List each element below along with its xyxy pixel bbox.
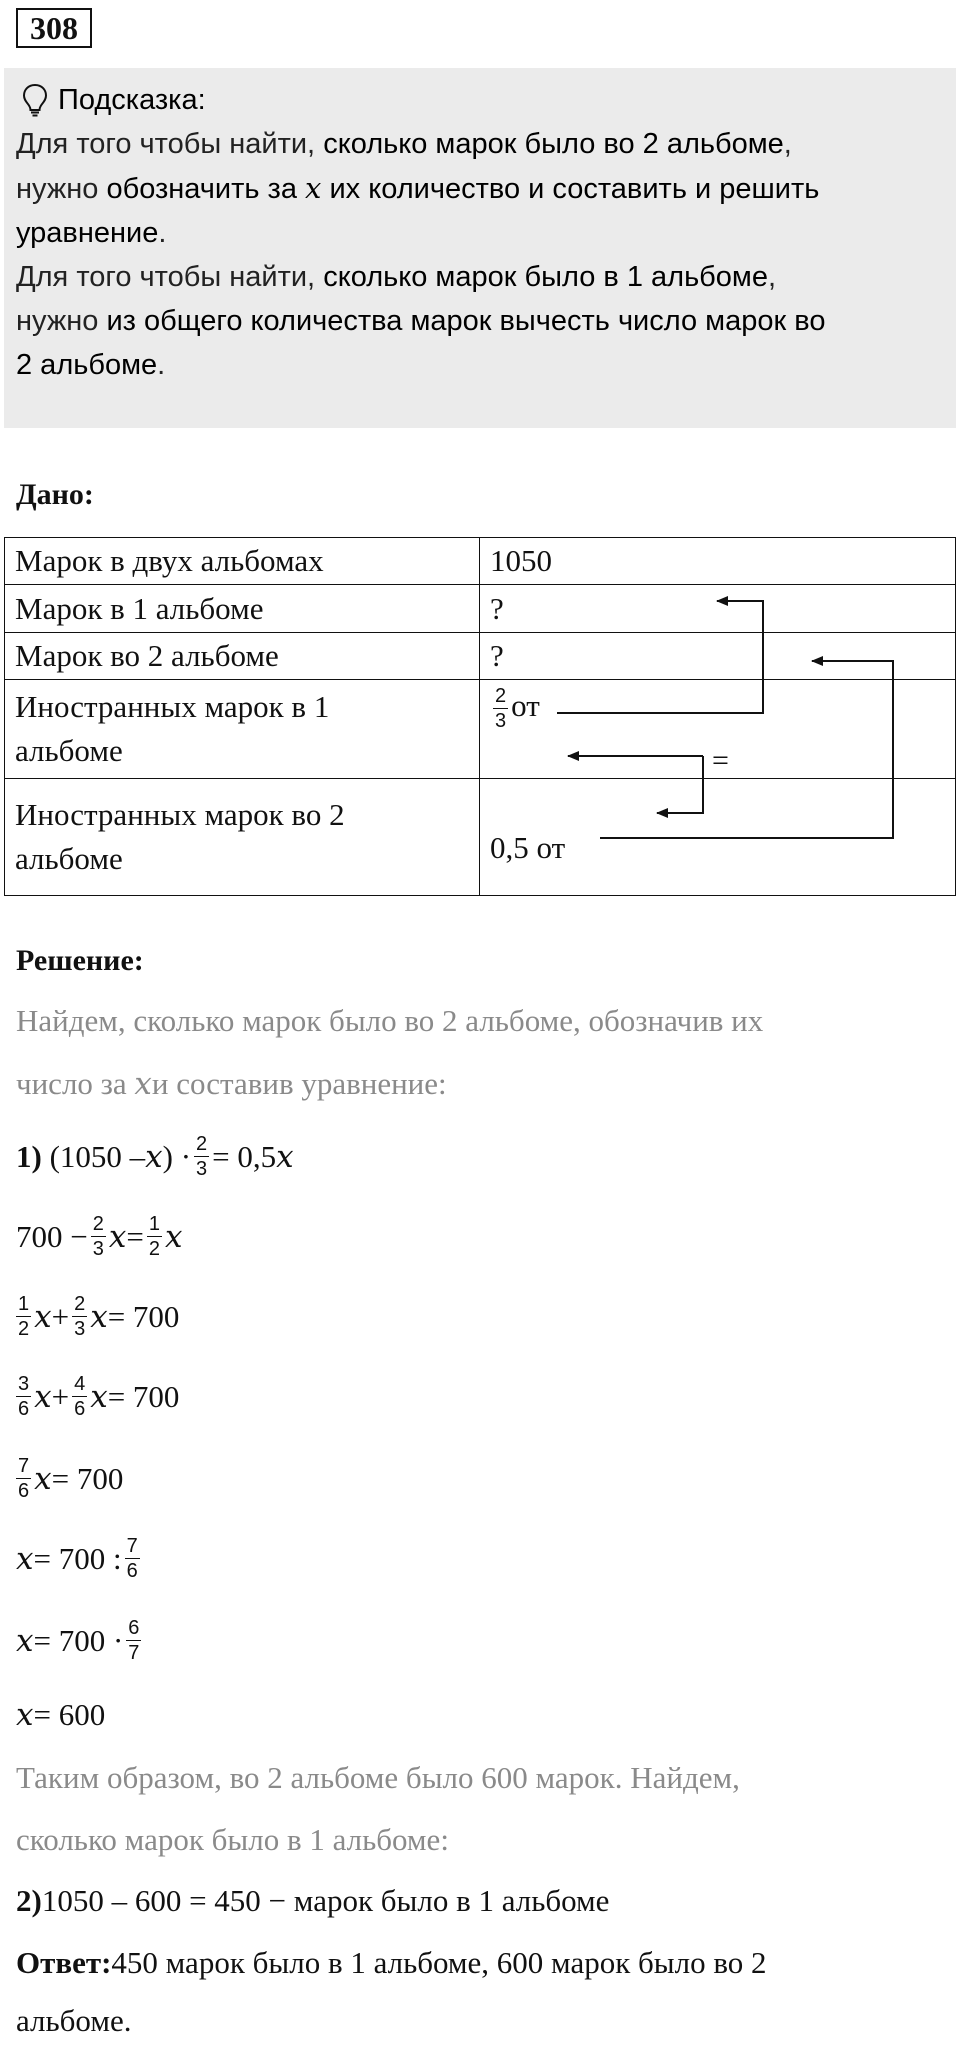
solution-mid-line-2: сколько марок было в 1 альбоме: [16,1822,449,1857]
table-cell: ? [480,585,956,633]
answer-line-2: альбоме. [16,2003,132,2038]
hint-text: , [768,261,777,293]
hint-highlight: 2 альбоме [16,349,158,381]
hint-text: нужно [16,305,107,337]
solution-intro-line-2: число за x и составив уравнение: [16,1066,447,1102]
fraction-two-thirds: $\frac{2}{3}$ [495,685,507,733]
hint-title: Подсказка: [58,84,206,116]
solution-label: Решение: [16,944,144,977]
answer-line-1: Ответ: 450 марок было в 1 альбоме, 600 марок было во 2 [16,1945,767,1980]
row-label-line: альбоме [15,841,123,876]
lightbulb-icon [22,83,48,117]
table-cell: 0,5 от [480,779,956,896]
table-row [5,779,956,896]
equation-8: x = 600 [16,1697,106,1733]
equation-6: x = 700 : $\frac{7}{6}$ [16,1535,138,1582]
table-cell: Марок в двух альбомах [5,538,480,585]
equation-2: 700 − $\frac{2}{3}$ x = $\frac{1}{2}$ x [16,1213,183,1260]
hint-highlight: их количество и составить и решить [321,173,820,205]
table-row [5,538,956,585]
fraction-seven-sixths: $\frac{7}{6}$ [18,1455,30,1502]
hint-text: , [783,128,792,160]
hint-title-row [16,78,944,122]
hint-text: . [158,217,167,249]
given-table [4,537,956,896]
hint-text: нужно [16,173,107,205]
row-label-line: Иностранных марок во 2 [15,797,345,832]
fraction-seven-sixths: $\frac{7}{6}$ [126,1535,138,1582]
fraction-six-sevenths: $\frac{6}{7}$ [128,1617,140,1664]
solution-mid-line-1: Таким образом, во 2 альбоме было 600 марок. Найдем, [16,1760,740,1795]
solution-intro-line-1: Найдем, сколько марок было во 2 альбоме, обозначив их [16,1003,764,1038]
given-label: Дано: [16,478,94,511]
table-cell: 1050 [480,538,956,585]
table-cell [480,680,956,779]
equals-sign: = [712,744,729,777]
fraction-one-half: $\frac{1}{2}$ [18,1293,30,1340]
hint-paragraph-1 [16,122,944,255]
hint-highlight: сколько марок было во 2 альбоме [323,128,784,160]
row-label-line: альбоме [15,733,123,768]
equation-3: $\frac{1}{2}$ x + $\frac{2}{3}$ x = 700 [18,1293,180,1340]
variable-x: x [305,171,322,205]
equation-4: $\frac{3}{6}$ x + $\frac{4}{6}$ x = 700 [18,1373,180,1420]
hint-paragraph-2 [16,255,944,387]
step-2: 2) 1050 – 600 = 450 − марок было в 1 альбоме [16,1883,610,1918]
hint-highlight: сколько марок было в 1 альбоме [323,261,768,293]
fraction-two-thirds: $\frac{2}{3}$ [92,1213,104,1260]
answer-label: Ответ: [16,1945,112,1980]
fraction-four-sixths: $\frac{4}{6}$ [74,1373,86,1420]
table-cell: ? [480,633,956,680]
table-row [5,680,956,779]
hint-highlight: обозначить за [106,173,306,205]
hint-box [4,68,956,428]
task-number: 308 [16,8,92,48]
hint-text: . [157,349,166,381]
table-row [5,633,956,680]
fraction-two-thirds: $\frac{2}{3}$ [74,1293,86,1340]
table-cell: Марок в 1 альбоме [5,585,480,633]
hint-text: Для того чтобы найти, [16,261,324,293]
table-cell [5,680,480,779]
hint-text: Для того чтобы найти, [16,128,324,160]
fraction-one-half: $\frac{1}{2}$ [148,1213,160,1260]
equation-7: x = 700 · $\frac{6}{7}$ [16,1617,140,1664]
hint-highlight: из общего количества марок вычесть число марок во [106,305,826,337]
cell-text: от [511,688,540,723]
equation-1: 1) (1050 – x ) · $\frac{2}{3}$ = 0,5 x [16,1133,294,1180]
table-cell [5,779,480,896]
variable-x: x [134,1066,152,1102]
table-row [5,585,956,633]
table-cell: Марок во 2 альбоме [5,633,480,680]
fraction-two-thirds: $\frac{2}{3}$ [196,1133,208,1180]
equation-5: $\frac{7}{6}$ x = 700 [18,1455,124,1502]
hint-highlight: уравнение [16,217,159,249]
fraction-three-sixths: $\frac{3}{6}$ [18,1373,30,1420]
row-label-line: Иностранных марок в 1 [15,689,330,724]
step-number: 2) [16,1883,42,1918]
step-number: 1) [16,1138,42,1174]
